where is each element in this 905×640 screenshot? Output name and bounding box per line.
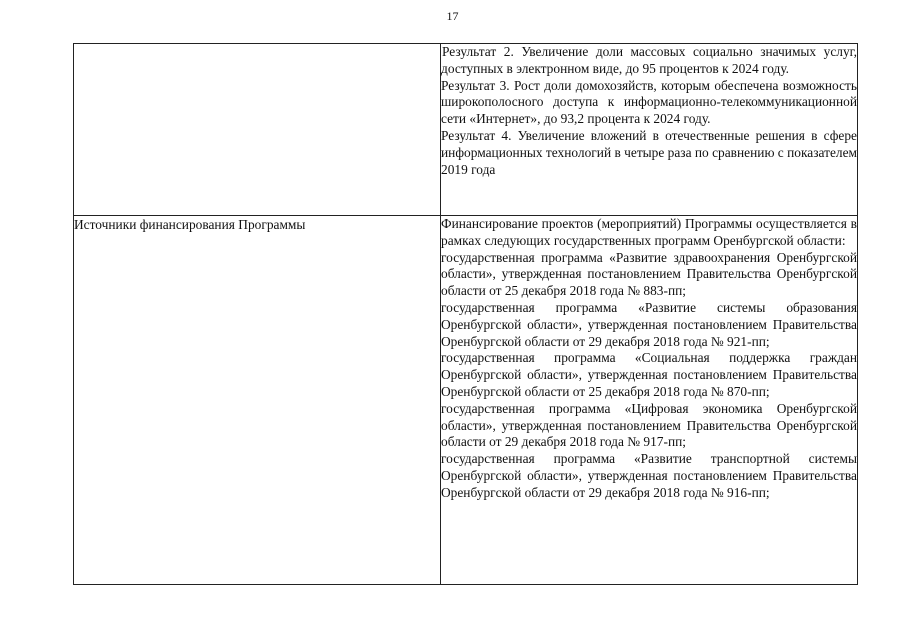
table-row-funding-sources [74, 216, 858, 585]
result-3-paragraph: Результат 3. Рост доли домохозяйств, которым обеспечена возможность широкополосного доступа к информационно-телекоммуникационной сети «Интернет», до 93,2 процента к 2024 году. [441, 77, 857, 127]
program-healthcare-paragraph: государственная программа «Развитие здравоохранения Оренбургской области», утвержденная постановлением Правительства Оренбургской области от 25 декабря 2018 года № 883-пп; [441, 249, 857, 299]
funding-intro-paragraph: Финансирование проектов (мероприятий) Программы осуществляется в рамках следующих государственных программ Оренбургской области: [441, 216, 857, 248]
program-transport-paragraph: государственная программа «Развитие транспортной системы Оренбургской области», утвержденная постановлением Правительства Оренбургской области от 29 декабря 2018 года № 916-пп; [441, 451, 857, 500]
results-value-cell [441, 44, 858, 216]
results-label-cell [74, 44, 441, 216]
funding-sources-value-cell [441, 216, 858, 585]
result-2-paragraph: Результат 2. Увеличение доли массовых социально значимых услуг, доступных в электронном виде, до 95 процентов к 2024 году. [441, 44, 857, 76]
program-passport-table [73, 43, 858, 585]
page-number: 17 [446, 9, 459, 23]
funding-sources-label-cell: Источники финансирования Программы [74, 216, 441, 585]
program-digital-economy-paragraph: государственная программа «Цифровая экономика Оренбургской области», утвержденная постановлением Правительства Оренбургской области от 29 декабря 2018 года № 917-пп; [441, 400, 857, 450]
result-4-paragraph: Результат 4. Увеличение вложений в отечественные решения в сфере информационных технологий в четыре раза по сравнению с показателем 2019 года [441, 127, 857, 177]
program-education-paragraph: государственная программа «Развитие системы образования Оренбургской области», утвержденная постановлением Правительства Оренбургской области от 29 декабря 2018 года № 921-пп; [441, 299, 857, 349]
program-social-support-paragraph: государственная программа «Социальная поддержка граждан Оренбургской области», утвержденная постановлением Правительства Оренбургской области от 25 декабря 2018 года № 870-пп; [441, 350, 857, 399]
table-row-results [74, 44, 858, 216]
